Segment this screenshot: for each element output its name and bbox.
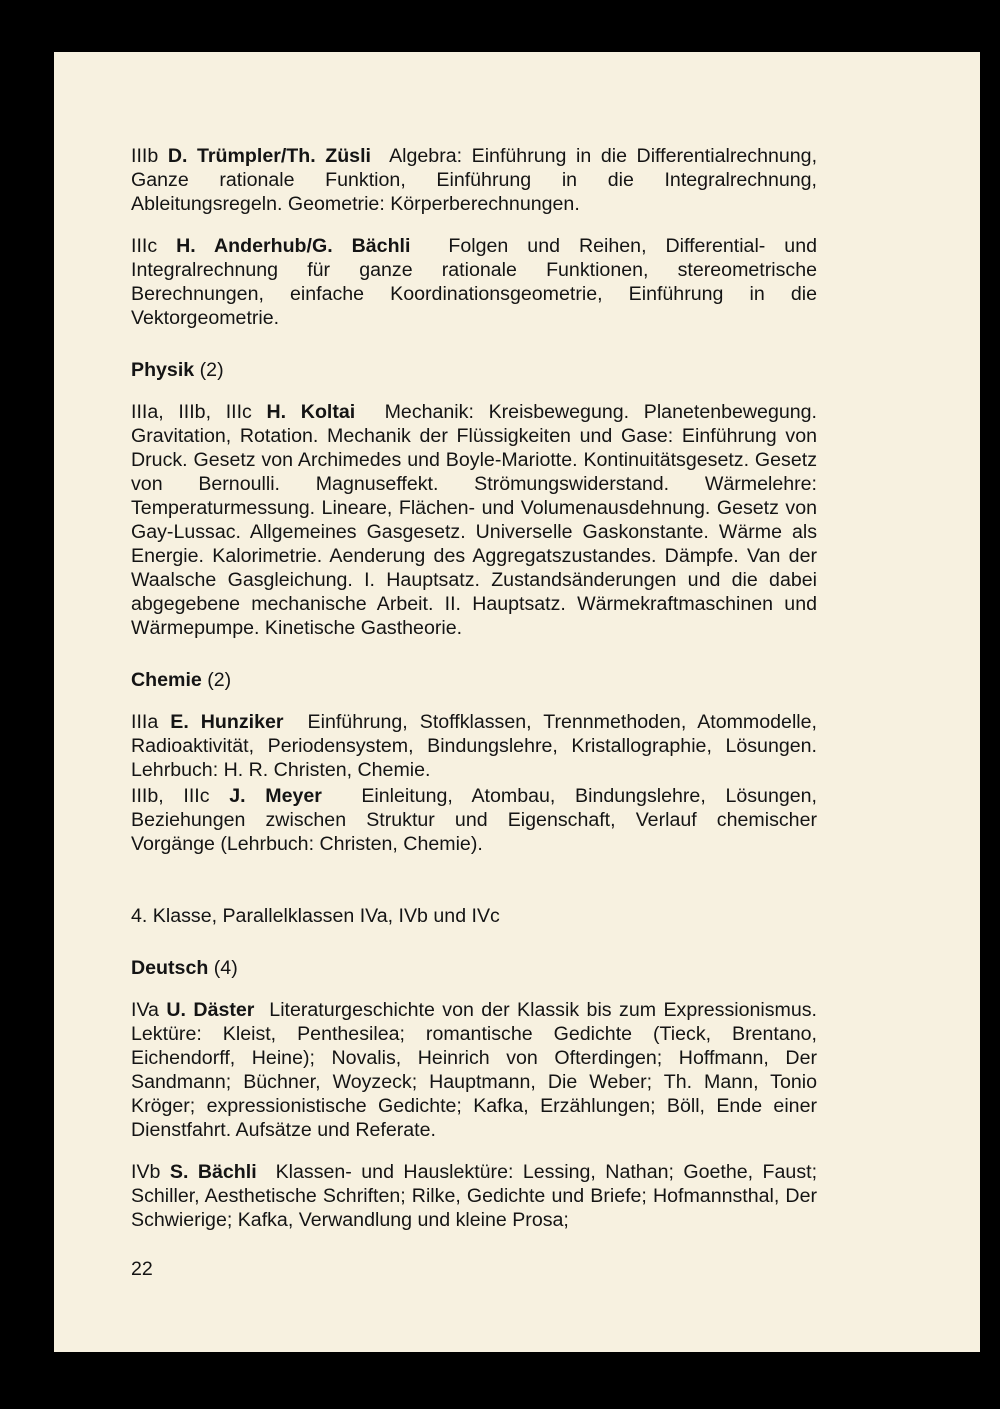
subject-heading-deutsch bbox=[131, 956, 817, 980]
class-label: IIIb bbox=[131, 145, 159, 167]
course-description: Einleitung, Atombau, Bindungslehre, Lösungen, Beziehungen zwischen Struktur und Eigenschaft, Verlauf chemischer Vorgänge (Lehrbuch: Christen, Chemie). bbox=[131, 785, 817, 855]
class-label: IIIa bbox=[131, 711, 159, 733]
course-entry-physik bbox=[131, 400, 817, 640]
course-description: Literaturgeschichte von der Klassik bis zum Expressionismus. Lektüre: Kleist, Penthesilea; romantische Gedichte (Tieck, Brentano, Eichendorff, Heine); Novalis, Heinrich von Ofterdingen; Hoffmann, Der Sandmann; Büchner, Woyzeck; Hauptmann, Die Weber; Th. Mann, Tonio Kröger; expressionistische Gedichte; Kafka, Erzählungen; Böll, Ende einer Dienstfahrt. Aufsätze und Referate. bbox=[131, 999, 817, 1141]
teacher-name: H. Koltai bbox=[266, 401, 356, 423]
document-page bbox=[54, 52, 980, 1352]
subject-title: Deutsch bbox=[131, 957, 209, 979]
class-heading-4: 4. Klasse, Parallelklassen IVa, IVb und IVc bbox=[131, 905, 500, 927]
course-description: Mechanik: Kreisbewegung. Planetenbewegung. Gravitation, Rotation. Mechanik der Flüssigkeiten und Gase: Einführung von Druck. Gesetz von Archimedes und Boyle-Mariotte. Kontinuitätsgesetz. Gesetz von Bernoulli. Magnuseffekt. Strömungswiderstand. Wärmelehre: Temperaturmessung. Lineare, Flächen- und Volumenausdehnung. Gesetz von Gay-Lussac. Allgemeines Gasgesetz. Universelle Gaskonstante. Wärme als Energie. Kalorimetrie. Aenderung des Aggregatszustandes. Dämpfe. Van der Waalsche Gasgleichung. I. Hauptsatz. Zustandsänderungen und die dabei abgegebene mechanische Arbeit. II. Hauptsatz. Wärmekraftmaschinen und Wärmepumpe. Kinetische Gastheorie. bbox=[131, 401, 817, 639]
page-number: 22 bbox=[131, 1258, 153, 1280]
teacher-name: J. Meyer bbox=[229, 785, 322, 807]
course-description: Klassen- und Hauslektüre: Lessing, Nathan; Goethe, Faust; Schiller, Aesthetische Schriften; Rilke, Gedichte und Briefe; Hofmannsthal, Der Schwierige; Kafka, Verwandlung und kleine Prosa; bbox=[131, 1161, 818, 1231]
subject-title: Chemie bbox=[131, 669, 202, 691]
teacher-name: U. Däster bbox=[166, 999, 255, 1021]
teacher-name: S. Bächli bbox=[169, 1161, 257, 1183]
teacher-name: E. Hunziker bbox=[170, 711, 284, 733]
class-label: IIIc bbox=[131, 235, 158, 257]
course-description: Folgen und Reihen, Differential- und Integralrechnung für ganze rationale Funktionen, stereometrische Berechnungen, einfache Koordinationsgeometrie, Einführung in die Vektorgeometrie. bbox=[131, 235, 818, 329]
class-label: IIIb, IIIc bbox=[131, 785, 210, 807]
subject-heading-physik bbox=[131, 358, 817, 382]
course-entry-iiic-math bbox=[131, 234, 817, 330]
course-entry-deutsch-iva bbox=[131, 998, 817, 1142]
course-entry-deutsch-ivb bbox=[131, 1160, 817, 1232]
subject-hours: (2) bbox=[199, 359, 224, 381]
course-description: Algebra: Einführung in die Differentialrechnung, Ganze rationale Funktion, Einführung in die Integralrechnung, Ableitungsregeln. Geometrie: Körperberechnungen. bbox=[131, 145, 818, 215]
class-label: IVa bbox=[131, 999, 159, 1021]
page-content bbox=[131, 144, 817, 1232]
teacher-name: H. Anderhub/G. Bächli bbox=[176, 235, 411, 257]
subject-hours: (2) bbox=[207, 669, 232, 691]
subject-heading-chemie bbox=[131, 668, 817, 692]
course-entry-iiib-math bbox=[131, 144, 817, 216]
class-label: IVb bbox=[131, 1161, 161, 1183]
course-entry-chemie-iiib bbox=[131, 784, 817, 856]
course-description: Einführung, Stoffklassen, Trennmethoden, Atommodelle, Radioaktivität, Periodensystem, Bindungslehre, Kristallographie, Lösungen. Lehrbuch: H. R. Christen, Chemie. bbox=[131, 711, 817, 781]
class-label: IIIa, IIIb, IIIc bbox=[131, 401, 252, 423]
course-entry-chemie-iiia bbox=[131, 710, 817, 782]
subject-hours: (4) bbox=[213, 957, 238, 979]
teacher-name: D. Trümpler/Th. Züsli bbox=[167, 145, 371, 167]
subject-title: Physik bbox=[131, 359, 195, 381]
